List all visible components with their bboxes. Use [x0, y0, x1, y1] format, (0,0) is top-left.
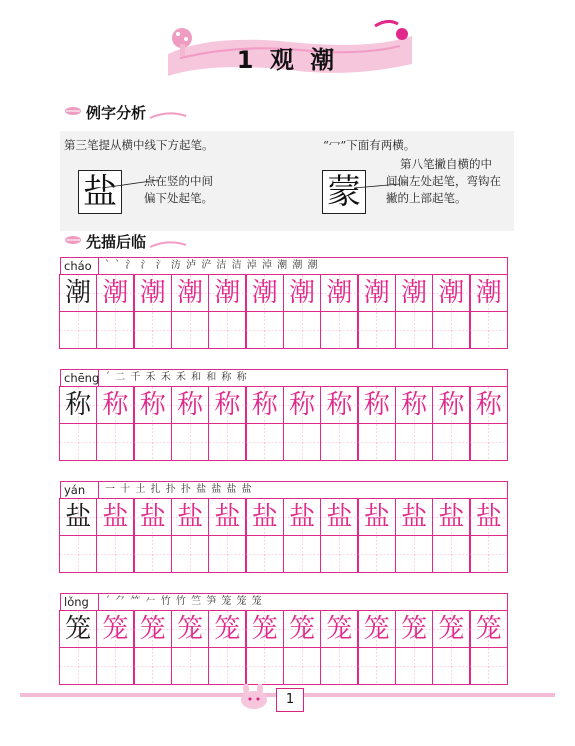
page-number: 1: [276, 688, 304, 712]
trace-char: 称: [177, 390, 204, 420]
trace-char: 笼: [438, 614, 465, 644]
blank-practice-cell[interactable]: [59, 311, 98, 349]
pinyin-label: lǒng: [61, 594, 99, 611]
trace-char: 盐: [438, 502, 465, 532]
trace-char-cell: [469, 274, 508, 312]
trace-char-cell: [133, 386, 172, 424]
trace-char: 笼: [401, 614, 428, 644]
trace-char: 笼: [289, 614, 316, 644]
trace-char-cell: [245, 274, 284, 312]
trace-char-cell: [432, 386, 471, 424]
trace-char: 盐: [289, 502, 316, 532]
blank-practice-cell[interactable]: [357, 535, 396, 573]
blank-practice-cell[interactable]: [133, 535, 172, 573]
trace-char: 称: [102, 390, 129, 420]
trace-char: 潮: [102, 278, 129, 308]
blank-practice-cell[interactable]: [208, 647, 247, 685]
trace-char-cell: [357, 274, 396, 312]
trace-char: 笼: [102, 614, 129, 644]
trace-char: 笼: [363, 614, 390, 644]
blank-practice-cell[interactable]: [320, 311, 359, 349]
trace-char: 潮: [139, 278, 166, 308]
blank-practice-cell[interactable]: [432, 423, 471, 461]
example-1-note-2: 偏下处起笔。: [144, 191, 213, 205]
example-2-intro: “冖”下面有两横。: [323, 138, 416, 152]
trace-char: 潮: [363, 278, 390, 308]
blank-practice-cell[interactable]: [96, 311, 135, 349]
trace-char: 潮: [401, 278, 428, 308]
pinyin-label: chēng: [61, 370, 99, 387]
trace-char-cell: [469, 610, 508, 648]
blank-practice-cell[interactable]: [357, 647, 396, 685]
blank-practice-cell[interactable]: [59, 647, 98, 685]
model-char-cell: [59, 498, 98, 536]
blank-practice-cell[interactable]: [245, 647, 284, 685]
blank-practice-cell[interactable]: [395, 535, 434, 573]
pinyin-label: yán: [61, 482, 99, 499]
trace-char: 盐: [251, 502, 278, 532]
blank-practice-cell[interactable]: [96, 647, 135, 685]
trace-char-cell: [96, 274, 135, 312]
trace-char: 笼: [214, 614, 241, 644]
trace-char: 称: [251, 390, 278, 420]
trace-char: 称: [475, 390, 502, 420]
trace-char-cell: [208, 274, 247, 312]
blank-practice-cell[interactable]: [432, 647, 471, 685]
pinyin-row: [60, 593, 508, 610]
trace-char-cell: [469, 498, 508, 536]
blank-practice-cell[interactable]: [320, 535, 359, 573]
trace-char-cell: [432, 274, 471, 312]
blank-practice-cell[interactable]: [432, 311, 471, 349]
trace-char: 盐: [475, 502, 502, 532]
trace-char: 盐: [363, 502, 390, 532]
blank-practice-cell[interactable]: [283, 647, 322, 685]
blank-practice-cell[interactable]: [208, 423, 247, 461]
blank-practice-cell[interactable]: [245, 423, 284, 461]
blank-practice-cell[interactable]: [133, 311, 172, 349]
trace-char: 潮: [289, 278, 316, 308]
section-heading-example: 例字分析: [86, 104, 147, 122]
blank-practice-cell[interactable]: [469, 311, 508, 349]
example-1-note-1: 点在竖的中间: [144, 174, 213, 188]
trace-char: 称: [363, 390, 390, 420]
trace-char-cell: [133, 610, 172, 648]
trace-char-cell: [320, 274, 359, 312]
trace-char: 潮: [251, 278, 278, 308]
blank-practice-cell[interactable]: [171, 423, 210, 461]
trace-char-cell: [469, 386, 508, 424]
blank-practice-cell[interactable]: [96, 535, 135, 573]
trace-char-cell: [432, 610, 471, 648]
example-1-char: 盐: [83, 172, 117, 212]
leaf-icon: [64, 105, 82, 117]
blank-practice-cell[interactable]: [133, 423, 172, 461]
model-char-cell: [59, 610, 98, 648]
trace-char: 称: [289, 390, 316, 420]
blank-practice-cell[interactable]: [320, 647, 359, 685]
stroke-order: ˊ ⺈ ⺮ 𠂉 竹 竹 竺 笋 笼 笼 笼: [105, 596, 263, 607]
model-char: 笼: [65, 614, 92, 644]
sprout-icon: [148, 110, 188, 120]
trace-char: 盐: [139, 502, 166, 532]
blank-practice-cell[interactable]: [283, 423, 322, 461]
section-heading-trace: 先描后临: [86, 233, 147, 251]
blank-practice-cell[interactable]: [469, 647, 508, 685]
sprout-icon: [148, 239, 188, 249]
blank-practice-cell[interactable]: [96, 423, 135, 461]
blank-practice-cell[interactable]: [395, 647, 434, 685]
trace-char-cell: [395, 386, 434, 424]
trace-char-cell: [320, 498, 359, 536]
bunny-icon: [232, 684, 276, 710]
blank-practice-cell[interactable]: [245, 535, 284, 573]
blank-practice-cell[interactable]: [283, 535, 322, 573]
trace-char: 潮: [177, 278, 204, 308]
trace-char: 盐: [177, 502, 204, 532]
trace-char-cell: [171, 386, 210, 424]
blank-practice-cell[interactable]: [469, 535, 508, 573]
trace-char: 称: [139, 390, 166, 420]
trace-char-cell: [395, 498, 434, 536]
trace-char: 潮: [438, 278, 465, 308]
blank-practice-cell[interactable]: [395, 423, 434, 461]
trace-char-cell: [283, 610, 322, 648]
trace-char: 笼: [326, 614, 353, 644]
stroke-order: 一 十 土 扎 扑 扑 盐 盐 盐 盐: [105, 484, 253, 495]
trace-char: 潮: [214, 278, 241, 308]
trace-char-cell: [320, 610, 359, 648]
blank-practice-cell[interactable]: [320, 423, 359, 461]
pinyin-row: [60, 257, 508, 274]
trace-char-cell: [283, 386, 322, 424]
blank-practice-cell[interactable]: [395, 311, 434, 349]
trace-char-cell: [96, 610, 135, 648]
blank-practice-cell[interactable]: [357, 423, 396, 461]
trace-char: 盐: [102, 502, 129, 532]
blank-practice-cell[interactable]: [171, 311, 210, 349]
blank-practice-cell[interactable]: [59, 535, 98, 573]
trace-char-cell: [357, 386, 396, 424]
blank-practice-cell[interactable]: [283, 311, 322, 349]
pinyin-row: [60, 369, 508, 386]
trace-char: 笼: [139, 614, 166, 644]
model-char-cell: [59, 274, 98, 312]
trace-char-cell: [245, 386, 284, 424]
trace-char-cell: [320, 386, 359, 424]
stroke-order: ` ` ⺡ 氵 氵 汸 泸 浐 洁 洁 淖 淖 潮 潮 潮: [105, 260, 319, 271]
trace-char: 盐: [326, 502, 353, 532]
trace-char-cell: [171, 498, 210, 536]
example-2-char-box: [322, 170, 366, 214]
trace-char-cell: [357, 610, 396, 648]
blank-practice-cell[interactable]: [171, 535, 210, 573]
trace-char-cell: [96, 498, 135, 536]
trace-char-cell: [208, 610, 247, 648]
blank-practice-cell[interactable]: [357, 311, 396, 349]
trace-char: 称: [401, 390, 428, 420]
blank-practice-cell[interactable]: [469, 423, 508, 461]
model-char: 称: [65, 390, 92, 420]
trace-char-cell: [208, 498, 247, 536]
model-char: 盐: [65, 502, 92, 532]
example-2-char: 蒙: [327, 172, 361, 212]
trace-char-cell: [245, 498, 284, 536]
trace-char-cell: [395, 610, 434, 648]
trace-char-cell: [133, 498, 172, 536]
trace-char-cell: [133, 274, 172, 312]
trace-char-cell: [283, 274, 322, 312]
blank-practice-cell[interactable]: [133, 647, 172, 685]
trace-char-cell: [208, 386, 247, 424]
trace-char-cell: [283, 498, 322, 536]
blank-practice-cell[interactable]: [59, 423, 98, 461]
leaf-icon: [64, 234, 82, 246]
model-char-cell: [59, 386, 98, 424]
example-1-intro: 第三笔提从横中线下方起笔。: [64, 138, 214, 152]
trace-char-cell: [171, 274, 210, 312]
trace-char: 潮: [475, 278, 502, 308]
trace-char-cell: [245, 610, 284, 648]
trace-char: 称: [326, 390, 353, 420]
example-2-note-2: 间偏左处起笔，弯钩在: [386, 174, 501, 188]
trace-char-cell: [96, 386, 135, 424]
example-2-note-3: 撇的上部起笔。: [386, 191, 467, 205]
blank-practice-cell[interactable]: [208, 311, 247, 349]
trace-char-cell: [171, 610, 210, 648]
blank-practice-cell[interactable]: [171, 647, 210, 685]
trace-char: 称: [438, 390, 465, 420]
trace-char: 潮: [326, 278, 353, 308]
blank-practice-cell[interactable]: [245, 311, 284, 349]
example-2-note-1: 第八笔撇自横的中: [400, 157, 492, 171]
trace-char-cell: [357, 498, 396, 536]
trace-char-cell: [395, 274, 434, 312]
page-title: 1 观 潮: [236, 46, 339, 74]
trace-char: 笼: [177, 614, 204, 644]
stroke-order: ˊ ⼆ 千 禾 禾 禾 和 和 称 称: [105, 372, 248, 383]
trace-char: 笼: [251, 614, 278, 644]
model-char: 潮: [65, 278, 92, 308]
trace-char: 笼: [475, 614, 502, 644]
blank-practice-cell[interactable]: [432, 535, 471, 573]
trace-char: 称: [214, 390, 241, 420]
trace-char: 盐: [214, 502, 241, 532]
pinyin-label: cháo: [61, 258, 99, 275]
blank-practice-cell[interactable]: [208, 535, 247, 573]
trace-char: 盐: [401, 502, 428, 532]
trace-char-cell: [432, 498, 471, 536]
pinyin-row: [60, 481, 508, 498]
